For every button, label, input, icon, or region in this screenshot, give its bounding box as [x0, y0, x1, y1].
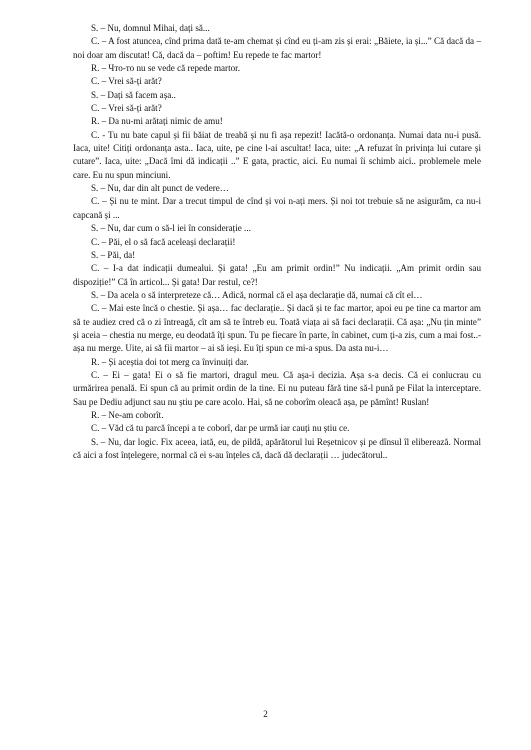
paragraph: C. – Văd că tu parcă începi a te coborî, dar pe urmă iar cauți nu știu ce. [91, 423, 350, 434]
paragraph: S. – Nu, dar cum o să-l iei în considerație ... [91, 223, 251, 234]
paragraph: C. – Păi, el o să facă aceleași declarații! [91, 236, 236, 247]
paragraph: S. – Dați să facem așa.. [91, 89, 176, 100]
paragraph: S. – Nu, dar logic. Fix aceea, iată, eu, de pildă, apărătorul lui Reșetnicov și pe dînsul îl eliberează. Normal că aici a fost înțelegere, normal că ei s-au înțeles că, dacă dă declarații … judecătorul.. [73, 436, 481, 460]
paragraph: C. – Ei – gata! Ei o să fie martori, dragul meu. Că așa-i decizia. Așa s-a decis. Că ei conlucrau cu urmărirea penală. Ei spun că au primit ordin de la tine. Ei nu puteau fără tine să-l pună pe Filat la interceptare. Sau pe Dediu adjunct sau nu știu pe care acolo. Hai, să ne coborîm oleacă așa, pe pămînt! Ruslan! [73, 369, 481, 407]
paragraph: C. - Tu nu bate capul și fii băiat de treabă și nu fi așa repezit! Iacătă-o ordonanța. Numai data nu-i pusă. Iaca, uite! Citiți ordonanța asta.. Iaca, uite, pe cine l-ai ascultat! Iaca, uite: „A refuzat în privința lui cutare și cutare”. Iaca, uite: „Dacă îmi dă indicații ..” E gata, practic, aici. Eu numai îi schimb aici.. problemele mele care. Eu nu spun minciuni. [73, 129, 481, 180]
transcript-body [73, 22, 481, 462]
page-number: 2 [263, 709, 268, 719]
paragraph: C. – Mai este încă o chestie. Și așa… fac declarație.. Și dacă și te fac martor, apoi eu pe tine ca martor am să te audiez cred că o zi întreagă, cît am să te întreb eu. Toată viața ai să faci declarații. Că așa: „Nu țin minte” și aceia – chestia nu merge, eu deodată îți spun. Tu pe fiecare în parte, în cabinet, cum ți-a zis, cum a mai fost..- așa nu merge. Uite, ai să fii martor – ai să ieși. Eu îți spun ce mi-a spus. Da asta nu-i… [73, 303, 481, 354]
paragraph: R. – Și aceștia doi tot merg ca învinuiți dar. [91, 356, 249, 367]
paragraph: C. – Vrei să-ți arăt? [91, 76, 162, 87]
paragraph: C. – I-a dat indicații dumealui. Și gata! „Eu am primit ordin!” Nu indicații. „Am primit ordin sau dispoziție!” Că în articol... Și gata! Dar restul, ce?! [73, 263, 481, 287]
paragraph: C. – A fost atuncea, cînd prima dată te-am chemat și cînd eu ți-am zis și erai: „Băiete, ia și...” Că dacă da – noi doar am discutat! Că, dacă da – poftim! Eu repede te fac martor! [73, 36, 481, 60]
paragraph: S. – Nu, dar din alt punct de vedere… [91, 183, 229, 194]
paragraph: S. – Nu, domnul Mihai, dați să... [91, 23, 210, 33]
paragraph: R. – Da nu-mi arătați nimic de amu! [91, 116, 223, 127]
paragraph: S. – Păi, da! [91, 249, 136, 260]
paragraph: C. – Și nu te mint. Dar a trecut timpul de cînd și voi n-ați mers. Și noi tot trebuie să ne asigurăm, ca nu-i capcană și ... [73, 196, 481, 220]
paragraph: S. – Da acela o să interpreteze că… Adică, normal că el așa declarație dă, numai că cît el… [91, 289, 423, 300]
paragraph: C. – Vrei să-ți arăt? [91, 103, 162, 114]
paragraph: R. – Что-то nu se vede că repede martor. [91, 63, 240, 74]
paragraph: R. – Ne-am coborît. [91, 409, 164, 420]
